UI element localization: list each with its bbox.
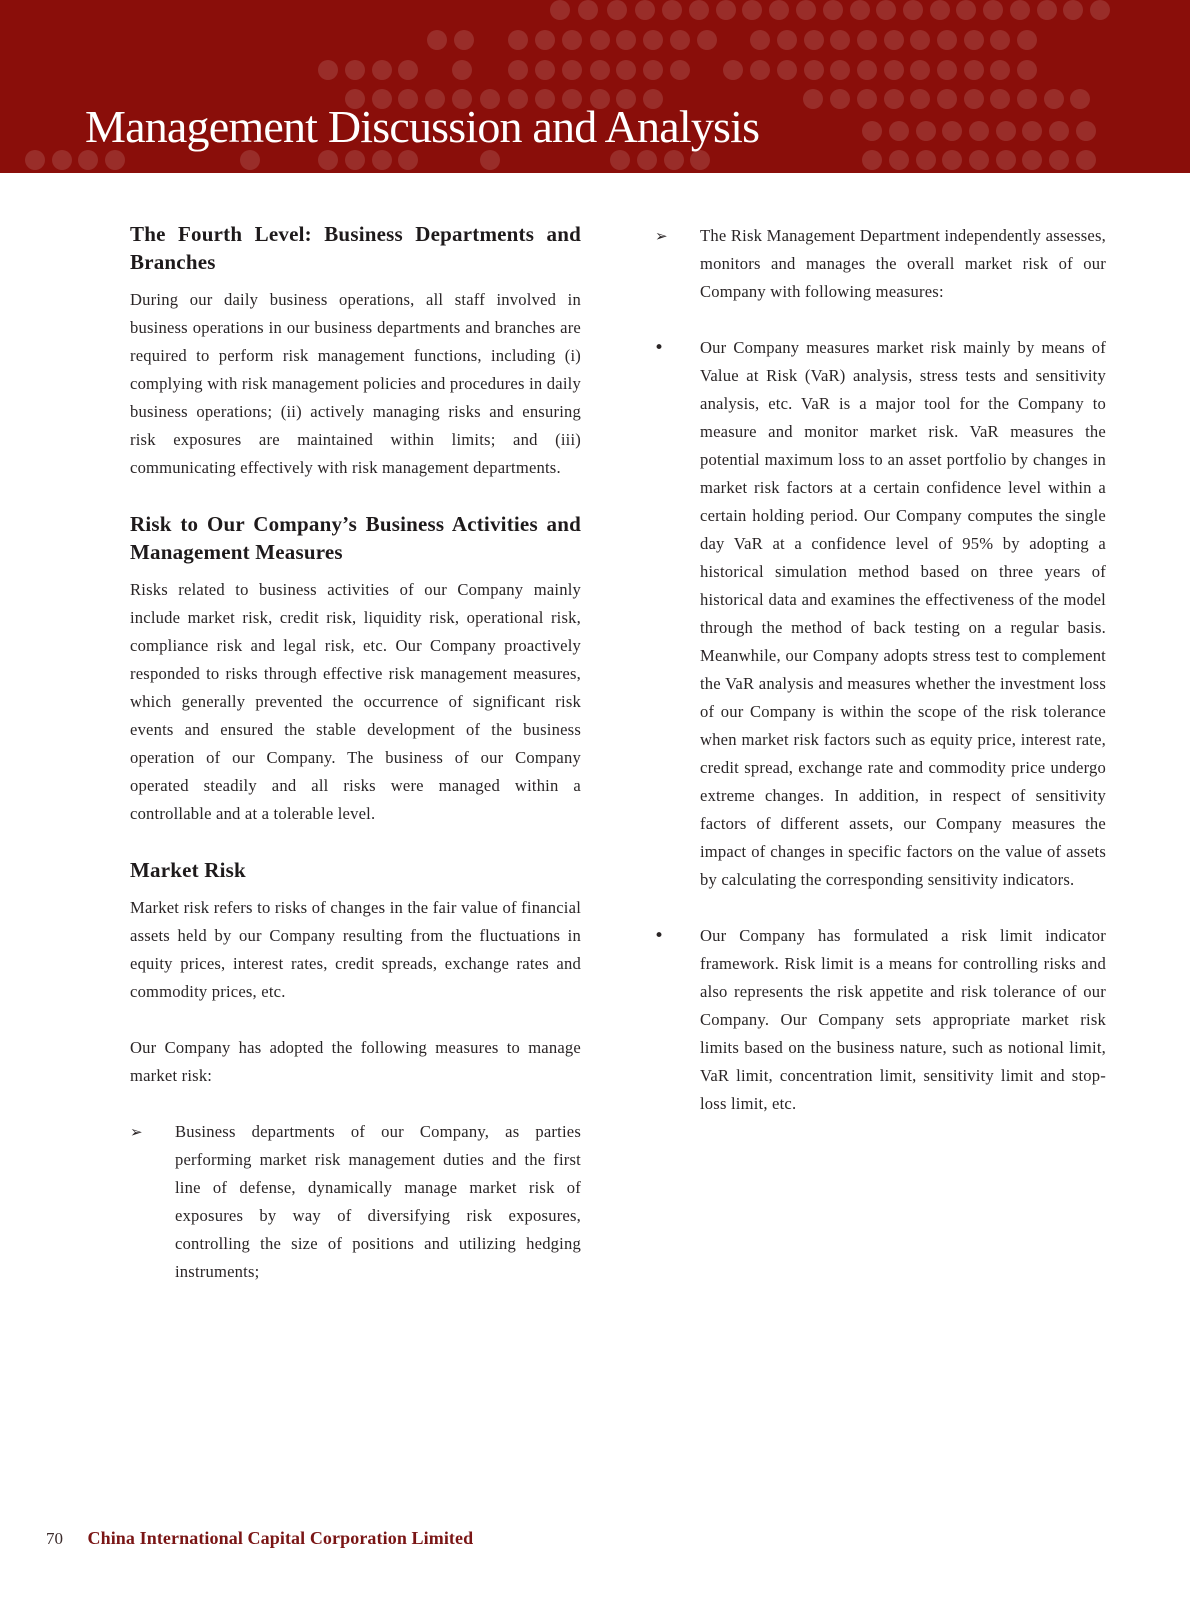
page-footer bbox=[46, 1528, 473, 1549]
right-column bbox=[655, 222, 1106, 1118]
header-banner bbox=[0, 0, 1190, 173]
bullet-dot-icon: • bbox=[654, 338, 665, 358]
company-name: China International Capital Corporation Limited bbox=[87, 1528, 474, 1548]
list-item-text: Business departments of our Company, as parties performing market risk management duties and the first line of defense, dynamically manage market risk of exposures by way of diversifying risk exposures, controlling the size of positions and utilizing hedging instruments; bbox=[175, 1122, 581, 1281]
list-item-text: Our Company has formulated a risk limit indicator framework. Risk limit is a means for controlling risks and also represents the risk appetite and risk tolerance of our Company. Our Company sets appropriate market risk limits based on the business nature, such as notional limit, VaR limit, concentration limit, sensitivity limit and stop-loss limit, etc. bbox=[700, 926, 1106, 1113]
arrow-bullet-icon: ➢ bbox=[655, 227, 668, 245]
list-item bbox=[130, 1118, 581, 1286]
list-item bbox=[610, 922, 1106, 1118]
market-risk-definition: Market risk refers to risks of changes in the fair value of financial assets held by our Company resulting from the fluctuations in equity prices, interest rates, credit spreads, exchange rates and commodity prices, etc. bbox=[130, 898, 581, 1001]
bullet-dot-icon: • bbox=[654, 926, 665, 946]
section-body-fourth-level: During our daily business operations, all staff involved in business operations in our business departments and branches are required to perform risk management functions, including (i) complying with risk management policies and procedures in daily business operations; (ii) actively managing risks and ensuring risk exposures are maintained within limits; and (iii) communicating effectively with risk management departments. bbox=[130, 290, 581, 477]
section-heading-fourth-level: The Fourth Level: Business Departments and Branches bbox=[130, 222, 581, 274]
section-body-business-risk: Risks related to business activities of our Company mainly include market risk, credit risk, liquidity risk, operational risk, compliance risk and legal risk, etc. Our Company proactively responded to risks through effective risk management measures, which generally prevented the occurrence of significant risk events and ensured the stable development of the business operation of our Company. The business of our Company operated steadily and all risks were managed within a controllable and at a tolerable level. bbox=[130, 580, 581, 823]
list-item bbox=[610, 334, 1106, 894]
page-number: 70 bbox=[46, 1529, 63, 1548]
arrow-bullet-icon: ➢ bbox=[130, 1123, 143, 1141]
section-heading-market-risk: Market Risk bbox=[130, 858, 246, 882]
left-column bbox=[130, 220, 581, 1286]
list-item-text: Our Company measures market risk mainly by means of Value at Risk (VaR) analysis, stress tests and sensitivity analysis, etc. VaR is a major tool for the Company to measure and monitor market risk. VaR measures the potential maximum loss to an asset portfolio by changes in market risk factors at a certain confidence level within a certain holding period. Our Company computes the single day VaR at a confidence level of 95% by adopting a historical simulation method based on three years of historical data and examines the effectiveness of the model through the method of back testing on a regular basis. Meanwhile, our Company adopts stress test to complement the VaR analysis and measures whether the investment loss of our Company is within the scope of the risk tolerance when market risk factors such as equity price, interest rate, credit spread, exchange rate and commodity price undergo extreme changes. In addition, in respect of sensitivity factors of different assets, our Company measures the impact of changes in specific factors on the value of assets by calculating the corresponding sensitivity indicators. bbox=[700, 338, 1106, 889]
market-risk-measures-intro: Our Company has adopted the following measures to manage market risk: bbox=[130, 1038, 581, 1085]
section-heading-business-risk: Risk to Our Company’s Business Activities and Management Measures bbox=[130, 512, 581, 564]
page-title: Management Discussion and Analysis bbox=[85, 101, 760, 152]
list-item-text: The Risk Management Department independently assesses, monitors and manages the overall market risk of our Company with following measures: bbox=[700, 226, 1106, 301]
list-item bbox=[655, 222, 1106, 306]
